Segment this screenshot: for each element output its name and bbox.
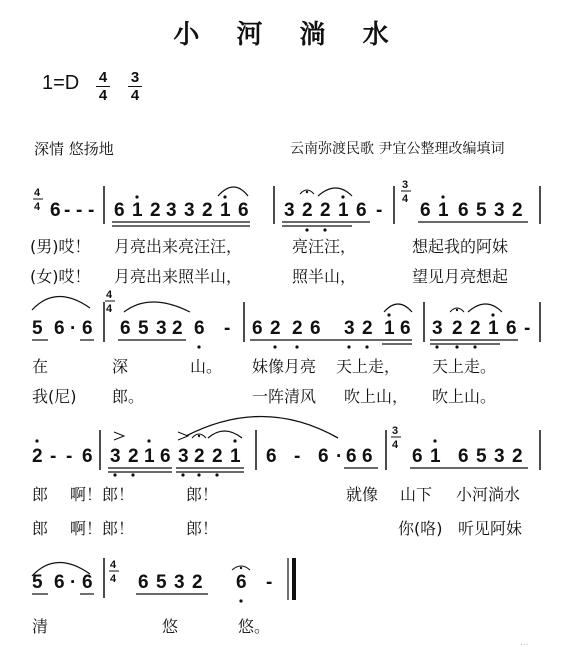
lyric-text: 深 bbox=[112, 357, 129, 376]
lyric-text: 郎 bbox=[32, 485, 49, 504]
lyric-text: 在 bbox=[32, 357, 49, 376]
notation-glyph: 6 bbox=[238, 200, 249, 221]
notation-glyph: 5 bbox=[476, 200, 487, 221]
notation-glyph: 6 bbox=[252, 318, 263, 339]
notation-glyph: 2 bbox=[32, 446, 43, 467]
lyric-text: 天上走。 bbox=[432, 357, 497, 376]
notation-glyph: 6 bbox=[506, 318, 517, 339]
notation-glyph: 2 bbox=[452, 318, 463, 339]
notation-glyph: 2 bbox=[150, 200, 161, 221]
octave-dot bbox=[473, 345, 476, 348]
lyric-text: 吹上山。 bbox=[432, 387, 497, 406]
octave-dot bbox=[35, 439, 38, 442]
notation-glyph: 4 bbox=[402, 193, 409, 205]
notation-glyph: 2 bbox=[172, 318, 183, 339]
notation-glyph: 6 bbox=[138, 572, 149, 593]
notation-glyph: 6 bbox=[356, 200, 367, 221]
octave-dot bbox=[441, 195, 444, 198]
notation-glyph: 6 bbox=[82, 318, 93, 339]
lyric-text: 望见月亮想起 bbox=[412, 267, 509, 286]
notation-glyph: - bbox=[294, 446, 301, 467]
lyric-row-1 bbox=[30, 237, 508, 256]
song-title: 小 河 淌 水 bbox=[173, 20, 403, 50]
octave-dot bbox=[491, 313, 494, 316]
meter-4-4-inline: 4 bbox=[34, 187, 41, 199]
octave-dot bbox=[273, 345, 276, 348]
octave-dot bbox=[131, 473, 134, 476]
lyric-text: 悠。 bbox=[238, 617, 271, 636]
octave-dot bbox=[323, 228, 326, 231]
notation-glyph: 3 bbox=[110, 446, 121, 467]
notation-glyph: · bbox=[70, 572, 77, 593]
time-signature-4-4: 4 4 bbox=[96, 70, 110, 103]
notation-glyph: 2 bbox=[194, 446, 205, 467]
lyric-text: 你(咯) bbox=[398, 519, 443, 538]
notation-glyph: 2 bbox=[192, 572, 203, 593]
lyric-text: 啊！郎！ bbox=[70, 485, 135, 504]
notation-glyph: · bbox=[336, 446, 343, 467]
lyric-row-3 bbox=[32, 357, 496, 376]
notation-glyph: 3 bbox=[156, 318, 167, 339]
octave-dot bbox=[113, 473, 116, 476]
system-4 bbox=[32, 558, 294, 603]
notation-glyph: 4 bbox=[106, 303, 113, 315]
notation-glyph: 6 bbox=[412, 446, 423, 467]
notation-glyph: 5 bbox=[156, 572, 167, 593]
notation-glyph: 5 bbox=[32, 572, 43, 593]
notation-glyph: 1 bbox=[384, 318, 395, 339]
slur-mark bbox=[114, 432, 124, 440]
lyric-row-4 bbox=[32, 387, 496, 406]
octave-dot bbox=[223, 195, 226, 198]
notation-glyph: 5 bbox=[476, 446, 487, 467]
octave-dot bbox=[347, 345, 350, 348]
notation-glyph: 3 bbox=[432, 318, 443, 339]
lyric-text: 月亮出来照半山， bbox=[114, 267, 243, 286]
octave-dot bbox=[135, 195, 138, 198]
lyric-text: 郎！ bbox=[186, 519, 219, 538]
lyric-row-6 bbox=[32, 519, 522, 538]
lyric-text: 山。 bbox=[190, 357, 223, 376]
notation-glyph: - bbox=[66, 446, 73, 467]
notation-glyph: 2 bbox=[212, 446, 223, 467]
notation-glyph: - bbox=[76, 200, 83, 221]
notation-glyph: 4 bbox=[392, 439, 399, 451]
notation-glyph: 2 bbox=[512, 200, 523, 221]
system-2 bbox=[32, 289, 540, 349]
notation-glyph: 6 bbox=[82, 572, 93, 593]
time-signature-3-4: 3 4 bbox=[128, 70, 142, 103]
notation-glyph: 6 bbox=[266, 446, 277, 467]
octave-dot bbox=[233, 439, 236, 442]
lyric-text: 郎。 bbox=[112, 387, 145, 406]
notation-glyph: 2 bbox=[362, 318, 373, 339]
octave-dot bbox=[456, 309, 458, 311]
octave-dot bbox=[147, 439, 150, 442]
notation-glyph: 3 bbox=[184, 200, 195, 221]
notation-glyph: 6 bbox=[236, 572, 247, 593]
notation-glyph: 4 bbox=[106, 289, 113, 301]
notation-glyph: 2 bbox=[320, 200, 331, 221]
lyric-text: 想起我的阿妹 bbox=[412, 237, 509, 256]
notation-glyph: 6 bbox=[54, 318, 65, 339]
lyric-text: 天上走， bbox=[336, 357, 401, 376]
notation-glyph: 6 bbox=[82, 446, 93, 467]
lyric-text: 月亮出来亮汪汪， bbox=[114, 237, 243, 256]
lyric-text: 我(尼) bbox=[32, 387, 77, 406]
lyric-text: 郎 bbox=[32, 519, 49, 538]
notation-glyph: 5 bbox=[138, 318, 149, 339]
octave-dot bbox=[306, 191, 308, 193]
slur-mark bbox=[32, 296, 90, 310]
lyric-text: 山下 bbox=[400, 485, 433, 504]
notation-glyph: 5 bbox=[32, 318, 43, 339]
slur-mark bbox=[468, 304, 502, 312]
notation-glyph: 1 bbox=[438, 200, 449, 221]
notation-glyph: 3 bbox=[392, 425, 399, 437]
octave-dot bbox=[341, 195, 344, 198]
notation-glyph: 3 bbox=[344, 318, 355, 339]
notation-glyph: 2 bbox=[470, 318, 481, 339]
notation-glyph: 4 bbox=[110, 559, 117, 571]
notation-glyph: 3 bbox=[174, 572, 185, 593]
system-3 bbox=[32, 416, 540, 476]
slur-mark bbox=[318, 188, 352, 196]
notation-glyph: 6 bbox=[160, 446, 171, 467]
notation-glyph: 2 bbox=[128, 446, 139, 467]
lyric-row-2 bbox=[30, 267, 508, 286]
lyric-row-5 bbox=[32, 485, 520, 504]
lyric-text: 啊！郎！ bbox=[70, 519, 135, 538]
lyric-text: 小河淌水 bbox=[456, 485, 521, 504]
notation-glyph: 1 bbox=[220, 200, 231, 221]
notation-glyph: - bbox=[376, 200, 383, 221]
octave-dot bbox=[387, 313, 390, 316]
notation-glyph: 3 bbox=[494, 200, 505, 221]
lyric-text: 郎！ bbox=[186, 485, 219, 504]
notation-glyph: 1 bbox=[144, 446, 155, 467]
notation-glyph: 2 bbox=[512, 446, 523, 467]
notation-glyph: 2 bbox=[292, 318, 303, 339]
octave-dot bbox=[455, 345, 458, 348]
notation-glyph: 6 bbox=[318, 446, 329, 467]
notation-glyph: 3 bbox=[402, 179, 409, 191]
octave-dot bbox=[197, 345, 200, 348]
slur-mark bbox=[384, 304, 412, 312]
lyric-row-7 bbox=[32, 617, 270, 636]
lyric-text: 清 bbox=[32, 617, 49, 636]
lyric-text: (男)哎！ bbox=[30, 237, 91, 256]
notation-glyph: 4 bbox=[110, 573, 117, 585]
lyric-text: 亮汪汪， bbox=[292, 237, 357, 256]
notation-glyph: 6 bbox=[194, 318, 205, 339]
octave-dot bbox=[365, 345, 368, 348]
system-1 bbox=[33, 179, 540, 232]
notation-glyph: 3 bbox=[178, 446, 189, 467]
notation-glyph: 2 bbox=[302, 200, 313, 221]
slur-mark bbox=[218, 187, 248, 196]
notation-glyph: 6 bbox=[54, 572, 65, 593]
lyric-text: (女)哎！ bbox=[30, 267, 91, 286]
slur-mark bbox=[186, 416, 338, 438]
octave-dot bbox=[305, 228, 308, 231]
key-signature: 1=D bbox=[42, 72, 80, 94]
lyric-text: 悠 bbox=[162, 617, 179, 636]
notation-glyph: 6 bbox=[114, 200, 125, 221]
notation-glyph: 4 bbox=[34, 201, 41, 213]
octave-dot bbox=[240, 567, 242, 569]
octave-dot bbox=[181, 473, 184, 476]
notation-glyph: 1 bbox=[430, 446, 441, 467]
octave-dot bbox=[198, 435, 200, 437]
notation-glyph: 2 bbox=[202, 200, 213, 221]
notation-glyph: 6 bbox=[400, 318, 411, 339]
notation-glyph: 3 bbox=[494, 446, 505, 467]
expression-marking: 深情 悠扬地 bbox=[34, 140, 114, 158]
octave-dot bbox=[433, 439, 436, 442]
notation-glyph: 6 bbox=[50, 200, 61, 221]
notation-glyph: 6 bbox=[458, 200, 469, 221]
octave-dot bbox=[197, 473, 200, 476]
credit-line: 云南弥渡民歌 尹宜公整理改编填词 bbox=[290, 141, 505, 157]
notation-glyph: 1 bbox=[230, 446, 241, 467]
lyric-text: 照半山， bbox=[292, 267, 357, 286]
notation-glyph: 3 bbox=[166, 200, 177, 221]
notation-glyph: 1 bbox=[132, 200, 143, 221]
slur-mark bbox=[124, 302, 190, 312]
notation-glyph: 1 bbox=[338, 200, 349, 221]
octave-dot bbox=[215, 473, 218, 476]
notation-glyph: 3 bbox=[284, 200, 295, 221]
octave-dot bbox=[435, 345, 438, 348]
octave-dot bbox=[295, 345, 298, 348]
notation-glyph: 6 bbox=[362, 446, 373, 467]
notation-glyph: 2 bbox=[270, 318, 281, 339]
lyric-text: 听见阿妹 bbox=[458, 519, 523, 538]
notation-glyph: - bbox=[88, 200, 95, 221]
notation-glyph: - bbox=[524, 318, 531, 339]
watermark-text: ... bbox=[520, 638, 529, 647]
lyric-text: 妹像月亮 bbox=[252, 357, 317, 376]
notation-glyph: 6 bbox=[120, 318, 131, 339]
notation-glyph: 6 bbox=[420, 200, 431, 221]
notation-glyph: 1 bbox=[488, 318, 499, 339]
notation-glyph: - bbox=[266, 572, 273, 593]
notation-glyph: 6 bbox=[310, 318, 321, 339]
lyric-text: 吹上山， bbox=[344, 387, 409, 406]
notation-glyph: - bbox=[224, 318, 231, 339]
notation-glyph: 6 bbox=[346, 446, 357, 467]
lyric-text: 就像 bbox=[346, 485, 379, 504]
notation-glyph: - bbox=[64, 200, 71, 221]
notation-glyph: 6 bbox=[458, 446, 469, 467]
notation-glyph: · bbox=[70, 318, 77, 339]
slur-mark bbox=[208, 431, 242, 438]
lyric-text: 一阵清风 bbox=[252, 387, 317, 406]
octave-dot bbox=[239, 599, 242, 602]
notation-glyph: - bbox=[50, 446, 57, 467]
